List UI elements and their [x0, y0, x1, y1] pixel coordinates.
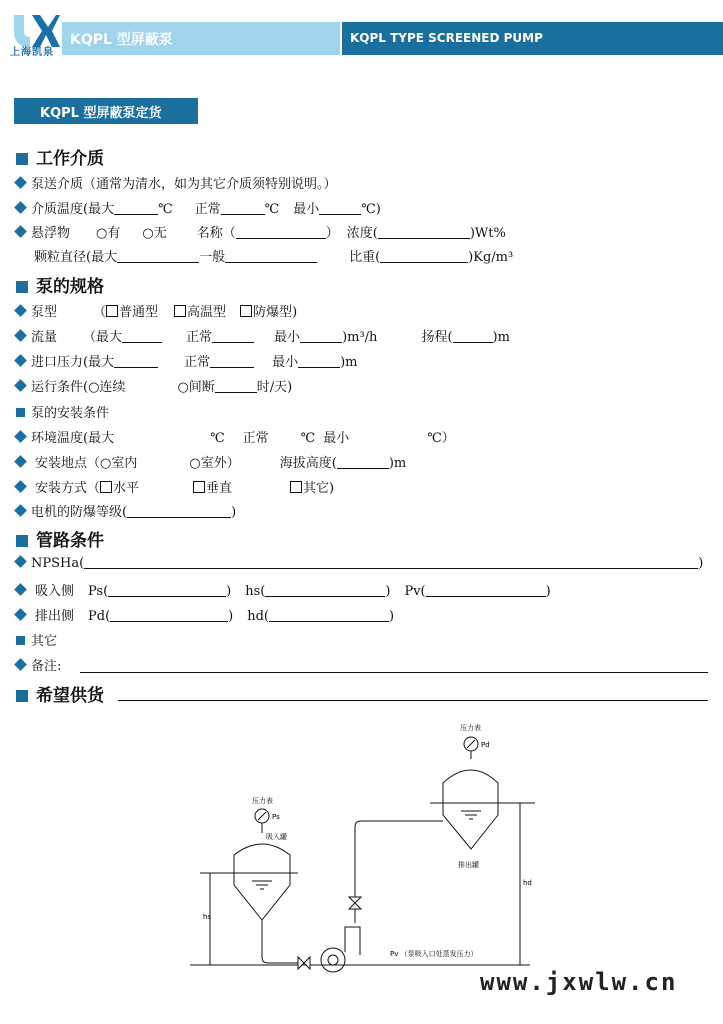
inlet-max-field[interactable]	[114, 355, 158, 368]
altitude-field[interactable]	[337, 456, 389, 469]
inlet-min-field[interactable]	[298, 355, 340, 368]
discharge-tank-label: 排出罐	[458, 861, 479, 869]
concentration-field[interactable]	[378, 226, 470, 239]
site-outdoor-radio[interactable]: 室外）	[200, 456, 240, 471]
suction-row: 吸入侧 Ps( ) hs( ) Pv( )	[14, 580, 551, 599]
piping-heading: 管路条件	[16, 526, 104, 551]
type-hightemp-checkbox[interactable]	[174, 305, 186, 317]
temp-min-field[interactable]	[319, 202, 361, 215]
particle-max-field[interactable]	[117, 250, 199, 263]
run-continuous-radio[interactable]: 连续	[99, 380, 126, 395]
particle-row: 颗粒直径(最大 一般 比重( )Kg/m³	[34, 250, 514, 265]
diamond-bullet-icon	[14, 555, 27, 568]
flow-normal-field[interactable]	[212, 330, 254, 343]
suspended-no-radio[interactable]: 无	[153, 226, 167, 241]
form-title: KQPL 型屏蔽泵定货	[40, 106, 162, 121]
header-right-title: KQPL TYPE SCREENED PUMP	[350, 31, 543, 45]
type-explosion-checkbox[interactable]	[240, 305, 252, 317]
diamond-bullet-icon	[14, 225, 27, 238]
header-left-title: KQPL 型屏蔽泵	[70, 32, 173, 48]
flow-max-field[interactable]	[122, 330, 162, 343]
other-heading: 其它	[16, 630, 57, 649]
suspended-row: 悬浮物 ○有 ○无 名称（ ） 浓度( )Wt%	[14, 222, 506, 241]
diamond-bullet-icon	[14, 329, 27, 342]
diamond-bullet-icon	[14, 176, 27, 189]
install-heading: 泵的安装条件	[16, 402, 109, 421]
temp-max-field[interactable]	[114, 202, 158, 215]
hd-label: hd	[523, 879, 532, 887]
delivery-heading: 希望供货	[16, 681, 104, 706]
site-indoor-radio[interactable]: 室内	[111, 456, 138, 471]
diamond-bullet-icon	[14, 201, 27, 214]
diamond-bullet-icon	[14, 608, 27, 621]
spec-heading: 泵的规格	[16, 272, 104, 297]
env-temp-row: 环境温度(最大 ℃ 正常 ℃ 最小 ℃）	[14, 427, 455, 446]
flow-min-field[interactable]	[300, 330, 342, 343]
diamond-bullet-icon	[14, 354, 27, 367]
flow-row: 流量 （最大 正常 最小 )m³/h 扬程( )m	[14, 326, 510, 345]
pv-note: Pv （泵吸入口处蒸发压力）	[390, 950, 478, 958]
particle-general-field[interactable]	[225, 250, 317, 263]
ps-label: Ps	[272, 813, 280, 821]
pumped-medium-row: 泵送介质（通常为清水，如为其它介质须特别说明。）	[14, 173, 337, 192]
run-intermittent-radio[interactable]: 间断	[188, 380, 215, 395]
hs-label: hs	[203, 913, 212, 921]
ps-field[interactable]	[108, 584, 226, 597]
delivery-field[interactable]	[118, 700, 708, 701]
pv-field[interactable]	[426, 584, 546, 597]
diamond-bullet-icon	[14, 304, 27, 317]
pd-label: Pd	[481, 741, 490, 749]
install-mode-row: 安装方式（ 水平 垂直 其它)	[14, 477, 334, 496]
diamond-bullet-icon	[14, 658, 27, 671]
suction-tank-label: 吸入罐	[266, 833, 287, 841]
npsha-row: NPSHa( )	[14, 556, 719, 571]
type-normal-checkbox[interactable]	[106, 305, 118, 317]
suspended-name-field[interactable]	[236, 226, 326, 239]
run-hours-field[interactable]	[215, 380, 257, 393]
motor-grade-field[interactable]	[127, 505, 231, 518]
diamond-bullet-icon	[14, 583, 27, 596]
mode-vertical-checkbox[interactable]	[193, 481, 205, 493]
diamond-bullet-icon	[14, 480, 27, 493]
pd-field[interactable]	[110, 609, 228, 622]
discharge-row: 排出侧 Pd( ) hd( )	[14, 605, 394, 624]
diamond-bullet-icon	[14, 455, 27, 468]
npsha-field[interactable]	[84, 556, 698, 569]
mode-horizontal-checkbox[interactable]	[100, 481, 112, 493]
logo-text: 上海凯泉	[10, 47, 54, 58]
medium-heading: 工作介质	[16, 144, 104, 169]
specific-gravity-field[interactable]	[380, 250, 468, 263]
inlet-pressure-row: 进口压力(最大 正常 最小 )m	[14, 351, 358, 370]
hs-field[interactable]	[265, 584, 385, 597]
hd-field[interactable]	[269, 609, 389, 622]
medium-temp-row: 介质温度(最大 ℃ 正常 ℃ 最小 ℃)	[14, 198, 381, 217]
diamond-bullet-icon	[14, 504, 27, 517]
diamond-bullet-icon	[14, 379, 27, 392]
remark-field[interactable]	[80, 672, 708, 673]
suspended-yes-radio[interactable]: 有	[107, 226, 121, 241]
temp-normal-field[interactable]	[221, 202, 265, 215]
inlet-normal-field[interactable]	[210, 355, 254, 368]
head-field[interactable]	[453, 330, 493, 343]
diamond-bullet-icon	[14, 430, 27, 443]
motor-row: 电机的防爆等级( )	[14, 501, 236, 520]
pump-installation-diagram	[190, 715, 550, 975]
run-condition-row: 运行条件(○连续 ○间断 时/天)	[14, 376, 292, 395]
site-row: 安装地点（○室内 ○室外） 海拔高度( )m	[14, 452, 406, 471]
footer-url: www.jxwlw.cn	[480, 968, 678, 996]
gauge-right-label: 压力表	[460, 724, 481, 732]
pump-type-row: 泵型 （ 普通型 高温型 防爆型)	[14, 301, 297, 320]
mode-other-checkbox[interactable]	[290, 481, 302, 493]
remark-row: 备注:	[14, 655, 61, 674]
gauge-left-label: 压力表	[252, 797, 273, 805]
